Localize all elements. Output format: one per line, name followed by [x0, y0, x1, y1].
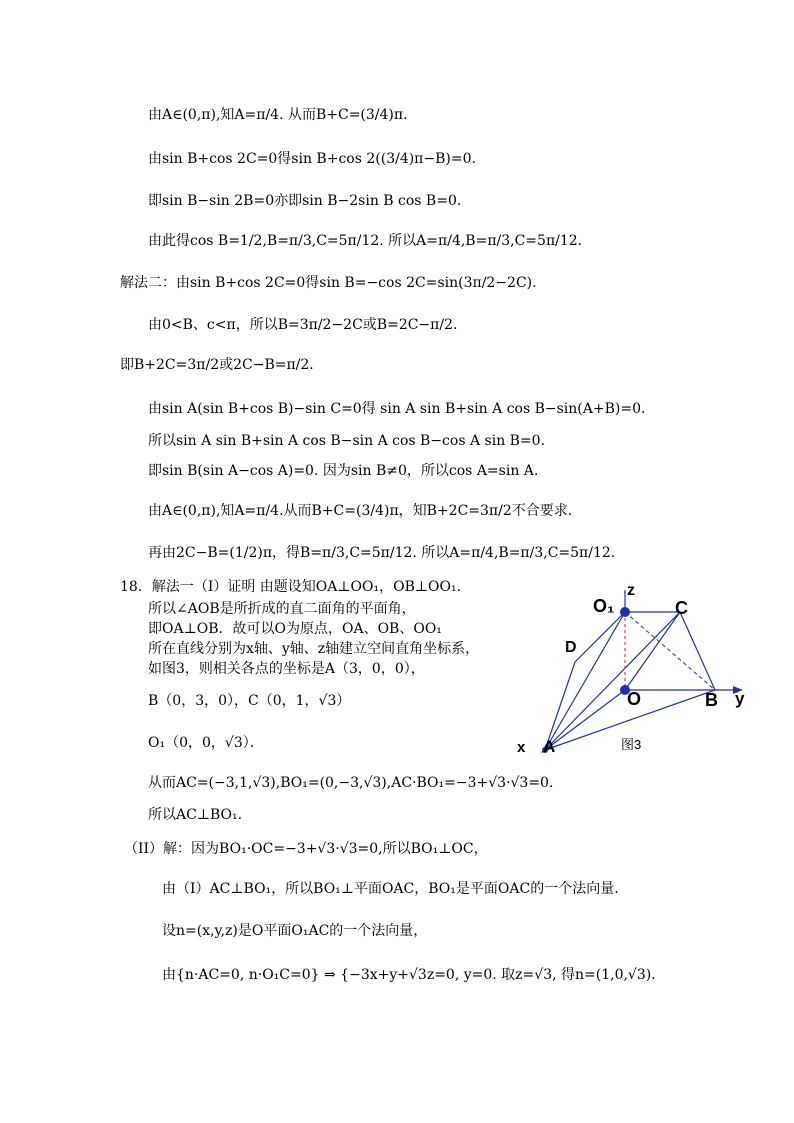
text-line: 从而AC=(−3,1,√3),BO₁=(0,−3,√3),AC·BO₁=−3+√3·√3=0.: [148, 775, 554, 791]
text-line: 由此得cos B=1/2,B=π/3,C=5π/12. 所以A=π/4,B=π/3,C=5π/12.: [148, 233, 583, 249]
text-line: 所在直线分别为x轴、y轴、z轴建立空间直角坐标系，: [148, 641, 480, 657]
label-c: C: [675, 598, 688, 618]
text-line: 设n=(x,y,z)是O平面O₁AC的一个法向量，: [162, 923, 428, 939]
text-line: 由A∈(0,π),知A=π/4. 从而B+C=(3/4)π.: [148, 107, 408, 123]
text-line: 由sin B+cos 2C=0得sin B+cos 2((3/4)π−B)=0.: [148, 151, 476, 167]
text-line: （II）解：因为BO₁·OC=−3+√3·√3=0,所以BO₁⊥OC，: [124, 841, 488, 857]
text-line: 如图3，则相关各点的坐标是A（3，0，0），: [148, 661, 425, 677]
label-y: y: [735, 689, 745, 708]
text-line: 所以sin A sin B+sin A cos B−sin A cos B−cos A sin B=0.: [148, 433, 546, 449]
edge-c-o: [625, 612, 680, 690]
text-line: 即sin B(sin A−cos A)=0. 因为sin B≠0，所以cos A=sin A.: [148, 463, 539, 479]
text-line: B（0，3，0），C（0，1，√3）: [148, 693, 351, 709]
text-line: 再由2C−B=(1/2)π，得B=π/3,C=5π/12. 所以A=π/4,B=π/3,C=5π/12.: [148, 545, 616, 561]
text-line: 解法二：由sin B+cos 2C=0得sin B=−cos 2C=sin(3π/2−2C).: [120, 275, 537, 291]
text-line: 即B+2C=3π/2或2C−B=π/2.: [120, 357, 314, 373]
label-b: B: [705, 690, 718, 710]
figure-caption: 图3: [621, 737, 642, 752]
label-o: O: [627, 689, 642, 709]
label-z: z: [627, 582, 635, 599]
text-line: 即OA⊥OB．故可以O为原点，OA、OB、OO₁: [148, 621, 442, 637]
text-line: 所以∠AOB是所折成的直二面角的平面角，: [148, 601, 416, 617]
text-line: 即sin B−sin 2B=0亦即sin B−2sin B cos B=0.: [148, 193, 462, 209]
text-line: 由sin A(sin B+cos B)−sin C=0得 sin A sin B+sin A cos B−sin(A+B)=0.: [148, 401, 646, 417]
label-d: D: [565, 639, 577, 656]
label-a: A: [543, 737, 556, 756]
label-x: x: [517, 739, 526, 756]
text-line: 由0<B、c<π，所以B=3π/2−2C或B=2C−π/2.: [148, 317, 458, 333]
figure-3-diagram: [515, 582, 775, 762]
x-axis: [545, 690, 625, 750]
text-line: 由（I）AC⊥BO₁，所以BO₁⊥平面OAC，BO₁是平面OAC的一个法向量.: [162, 881, 619, 897]
text-line: 所以AC⊥BO₁.: [148, 807, 243, 823]
figure-3: [515, 582, 775, 762]
edge-c-b: [680, 612, 715, 690]
text-line: O₁（0，0，√3）．: [148, 735, 264, 751]
text-line: 由A∈(0,π),知A=π/4.从而B+C=(3/4)π，知B+2C=3π/2不合要求.: [148, 503, 573, 519]
label-o1: O₁: [593, 596, 615, 616]
point-o1: [620, 607, 630, 617]
text-line: 由{n·AC=0, n·O₁C=0} ⇒ {−3x+y+√3z=0, y=0. 取z=√3, 得n=(1,0,√3).: [162, 967, 656, 983]
text-line: 18．解法一（I）证明 由题设知OA⊥OO₁，OB⊥OO₁.: [120, 579, 462, 595]
edge-o1-b-dashed: [625, 612, 715, 690]
